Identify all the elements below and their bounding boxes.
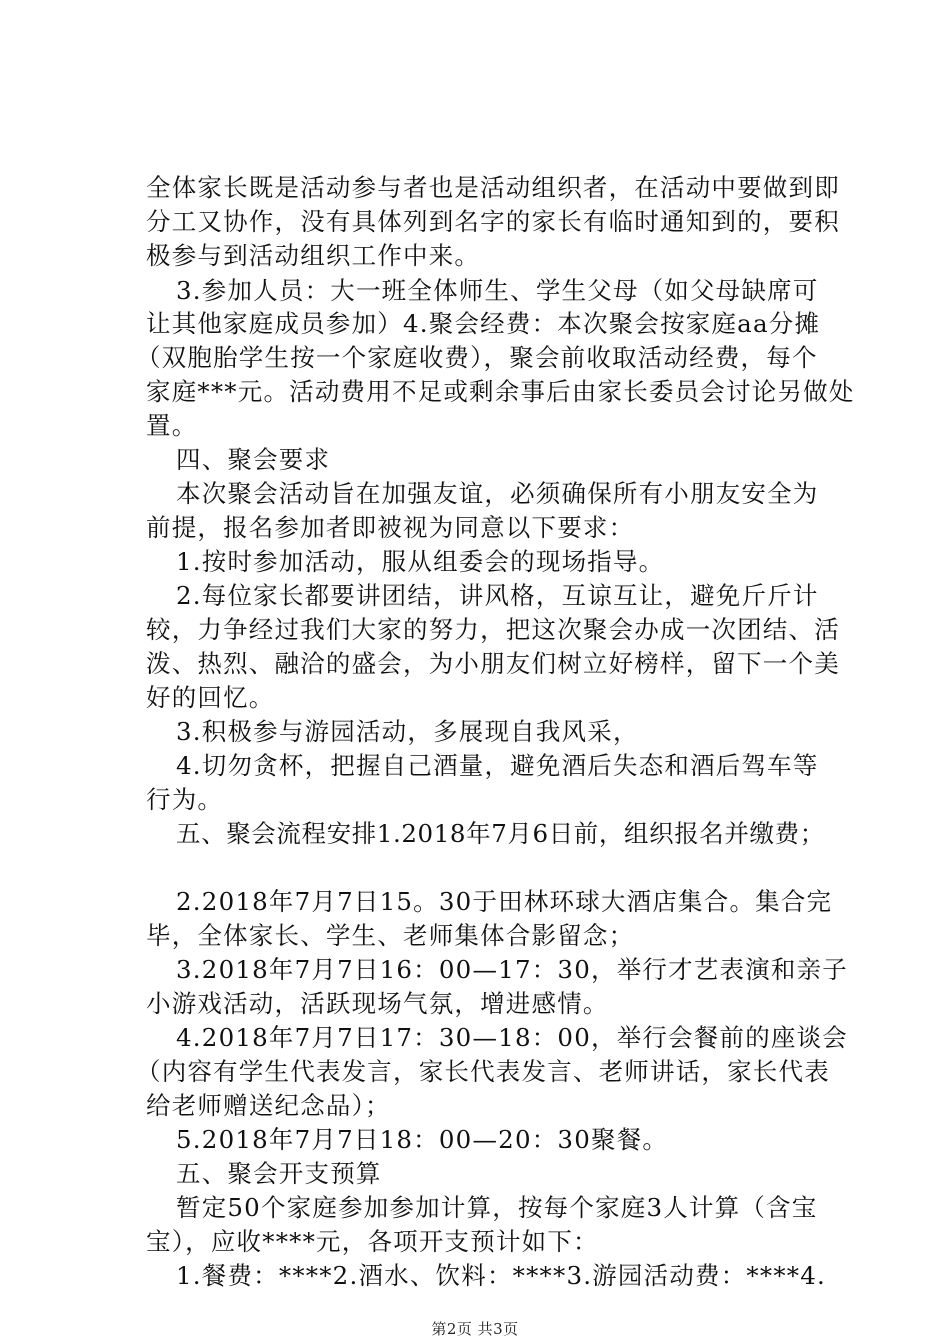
body-line: 3.参加人员：大一班全体师生、学生父母（如父母缺席可 xyxy=(176,276,819,305)
page-number-footer: 第2页 共3页 xyxy=(431,1320,519,1338)
section-heading: 五、聚会开支预算 xyxy=(176,1159,382,1188)
body-line: 宝），应收****元，各项开支预计如下： xyxy=(146,1227,599,1256)
body-line: 暂定50个家庭参加参加计算，按每个家庭3人计算（含宝 xyxy=(176,1193,818,1222)
body-line: 前提，报名参加者即被视为同意以下要求： xyxy=(146,513,635,542)
body-line: 让其他家庭成员参加）4.聚会经费：本次聚会按家庭aa分摊 xyxy=(146,309,821,338)
body-line: 行为。 xyxy=(146,785,224,814)
body-line: 泼、热烈、融洽的盛会，为小朋友们树立好榜样，留下一个美 xyxy=(146,649,840,678)
body-line: 1.餐费：****2.酒水、饮料：****3.游园活动费：****4. xyxy=(176,1261,827,1290)
body-line: （内容有学生代表发言，家长代表发言、老师讲话，家长代表 xyxy=(136,1057,830,1086)
body-line: 3.积极参与游园活动，多展现自我风采， xyxy=(176,717,639,746)
body-line: 极参与到活动组织工作中来。 xyxy=(146,241,481,270)
body-line: 全体家长既是活动参与者也是活动组织者，在活动中要做到即 xyxy=(146,173,840,202)
body-line: 给老师赠送纪念品）； xyxy=(146,1091,391,1120)
body-line: 较，力争经过我们大家的努力，把这次聚会办成一次团结、活 xyxy=(146,615,840,644)
body-line: 4.切勿贪杯，把握自己酒量，避免酒后失态和酒后驾车等 xyxy=(176,751,819,780)
body-line: 5.2018年7月7日18：00—20：30聚餐。 xyxy=(176,1125,669,1154)
body-line: （双胞胎学生按一个家庭收费），聚会前收取活动经费，每个 xyxy=(136,343,818,372)
body-line: 分工又协作，没有具体列到名字的家长有临时通知到的，要积 xyxy=(146,207,840,236)
section-heading: 五、聚会流程安排1.2018年7月6日前，组织报名并缴费； xyxy=(176,819,825,848)
section-heading: 四、聚会要求 xyxy=(176,445,331,474)
body-line: 小游戏活动，活跃现场气氛，增进感情。 xyxy=(146,989,609,1018)
body-line: 毕，全体家长、学生、老师集体合影留念； xyxy=(146,921,635,950)
body-line: 1.按时参加活动，服从组委会的现场指导。 xyxy=(176,547,665,576)
body-line: 3.2018年7月7日16：00—17：30，举行才艺表演和亲子 xyxy=(176,955,849,984)
body-line: 好的回忆。 xyxy=(146,683,275,712)
body-line: 2.每位家长都要讲团结，讲风格，互谅互让，避免斤斤计 xyxy=(176,581,819,610)
body-line: 置。 xyxy=(146,411,198,440)
body-line: 2.2018年7月7日15。30于田林环球大酒店集合。集合完 xyxy=(176,887,833,916)
body-line: 4.2018年7月7日17：30—18：00，举行会餐前的座谈会 xyxy=(176,1023,849,1052)
body-line: 本次聚会活动旨在加强友谊，必须确保所有小朋友安全为 xyxy=(176,479,819,508)
body-line: 家庭***元。活动费用不足或剩余事后由家长委员会讨论另做处 xyxy=(146,377,855,406)
